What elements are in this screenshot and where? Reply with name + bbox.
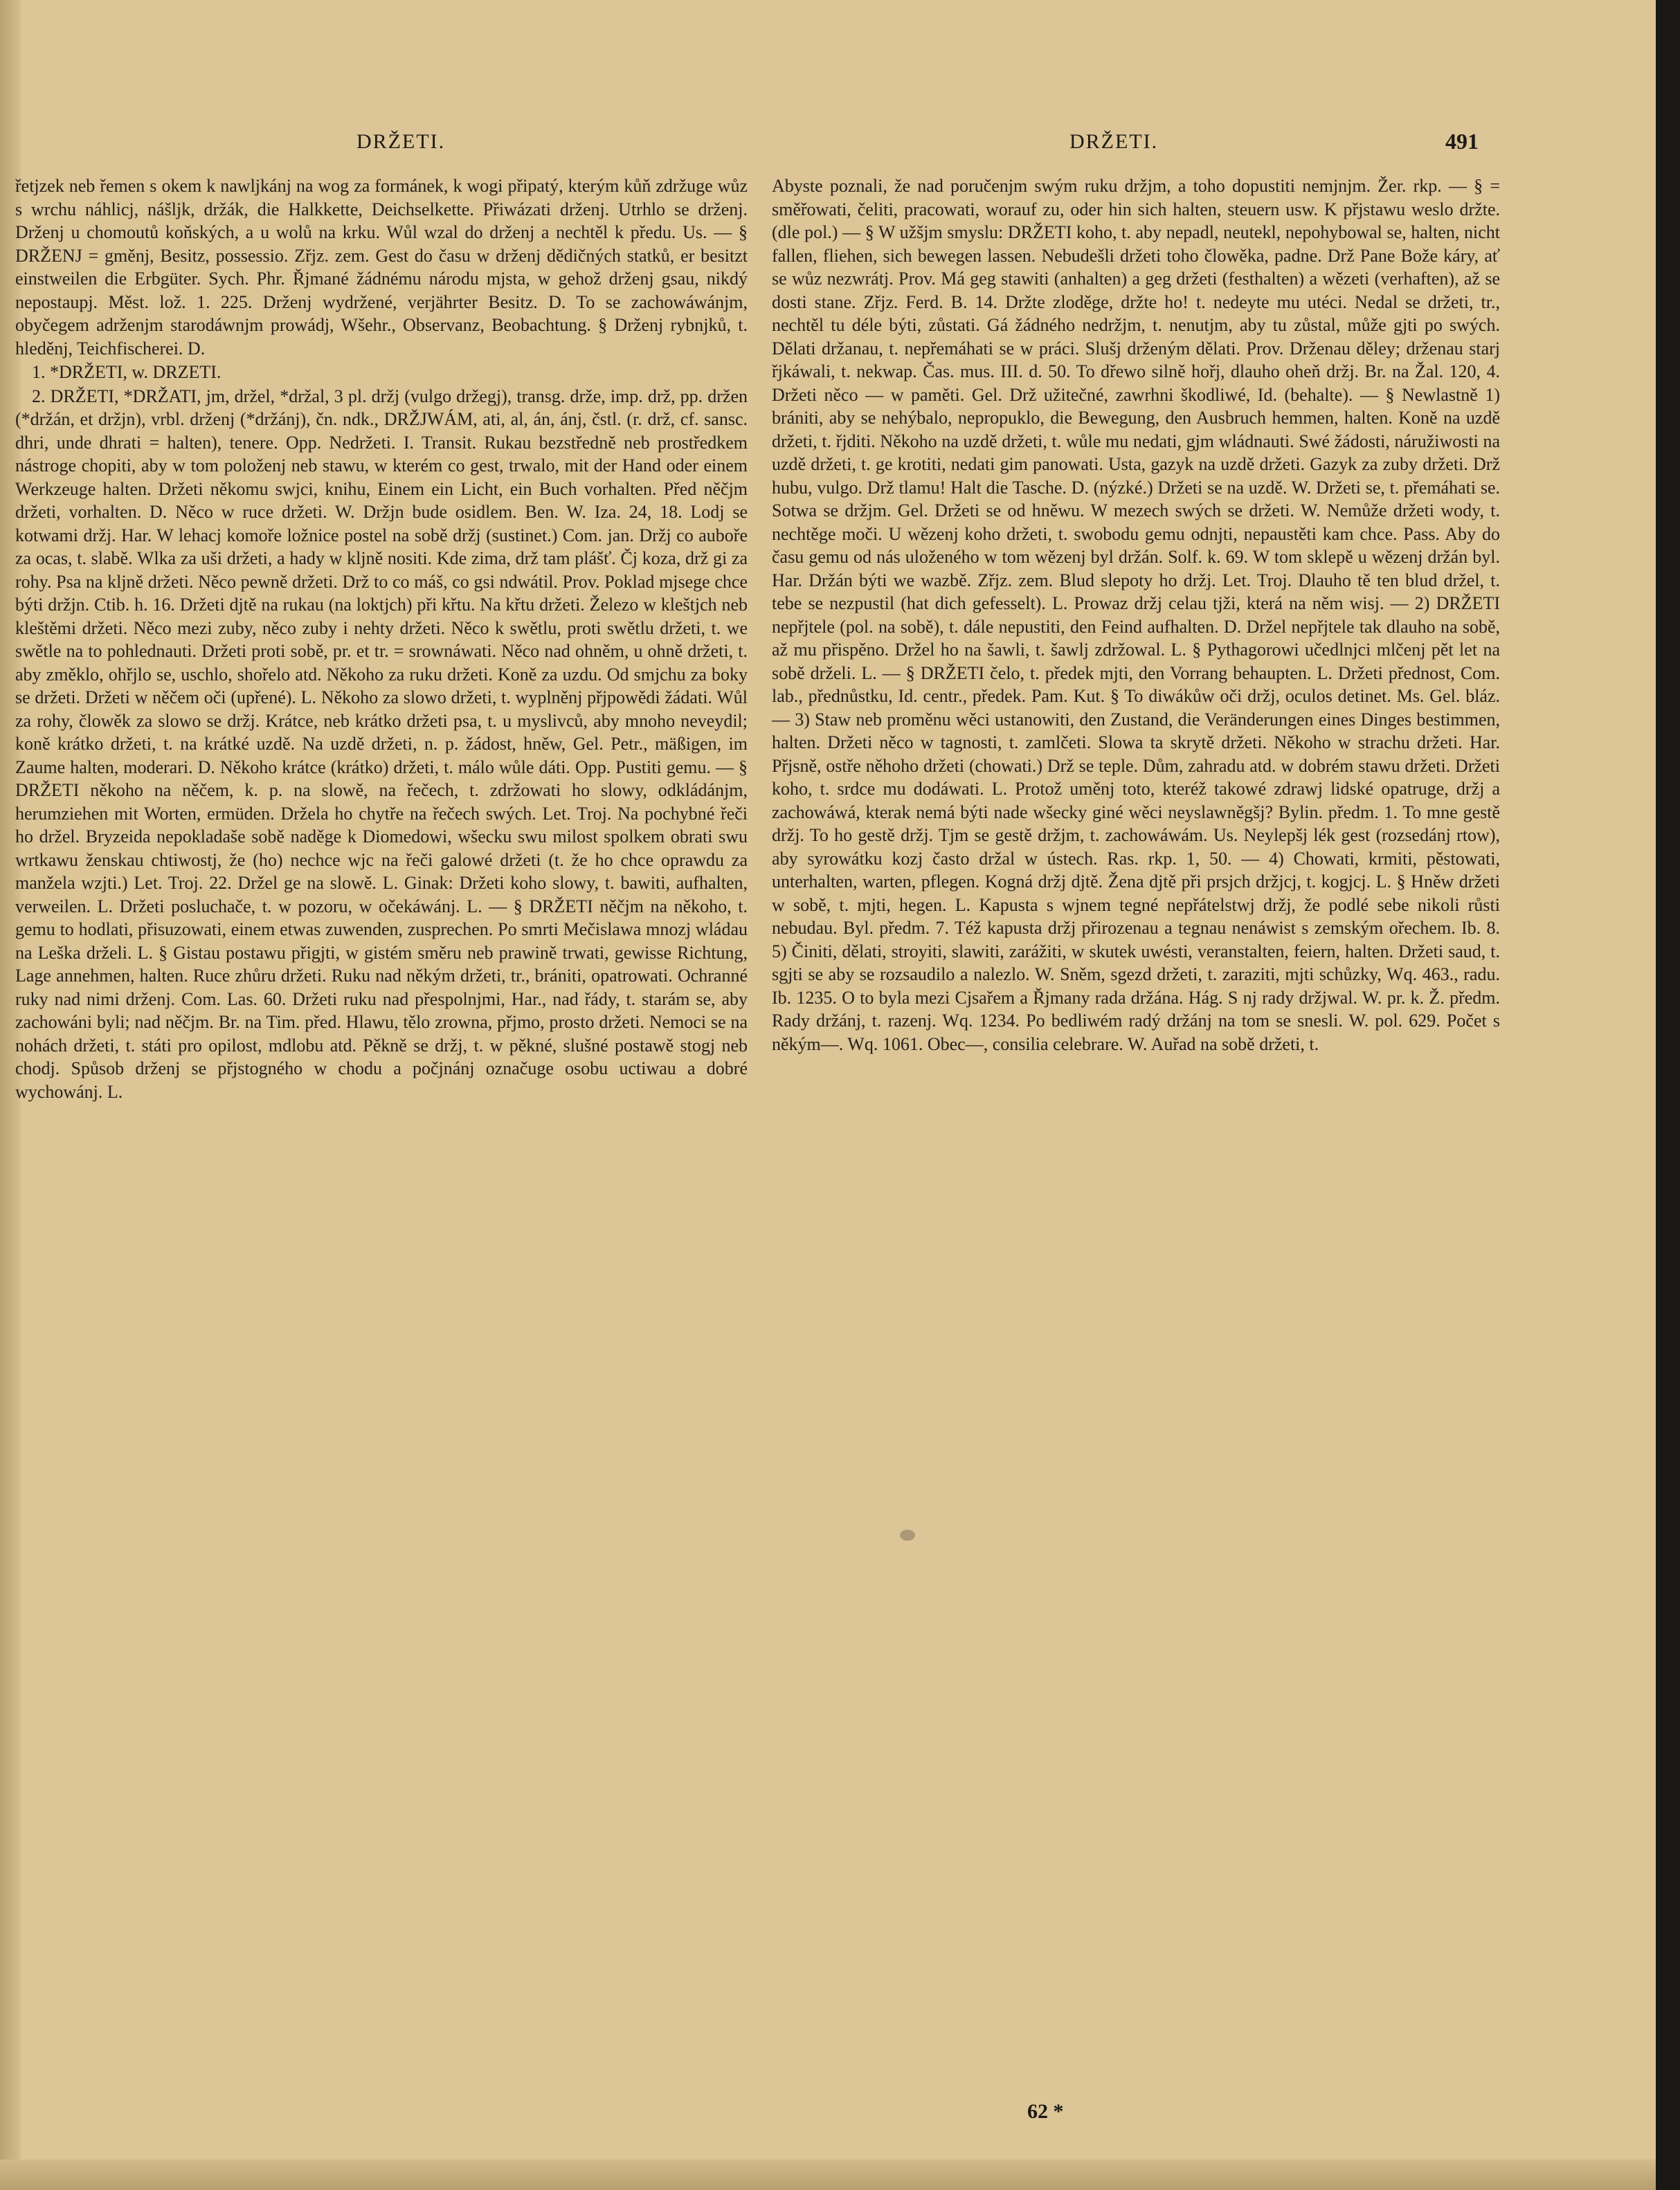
right-paragraph: Abyste poznali, že nad poručenjm swým ruku držjm, a toho dopustiti nemjnjm. Žer. rkp. — § = směřowati, čeliti, pracowati, worauf zu, oder hin sich halten, steuern usw. K přjstawu weslo držte. (dle pol.) — § W užšjm smyslu: DRŽETI koho, t. aby nepadl, neutekl, nepohybowal se, halten, nicht fallen, fliehen, sich bewegen lassen. Nebudešli držeti toho člowěka, padne. Drž Pane Bože káry, ať se wůz nezwrátj. Prov. Má geg stawiti (anhalten) a geg držeti (festhalten) a wězeti (verhaften), až se dosti stane. Zřjz. Ferd. B. 14. Držte zloděge, držte ho! t. nedeyte mu utéci. Nedal se držeti, tr., nechtěl tu déle býti, zůstati. Gá žádného nedržjm, t. nenutjm, aby tu zůstal, může gjti po swých. Dělati držanau, t. nepřemáhati se w práci. Slušj drženým dělati. Prov. Drženau děley; drženau starj řjkáwali, t. nekwap. Čas. mus. III. d. 50. To dřewo silně hořj, dlauho oheň držj. Br. na Žal. 120, 4. Držeti něco — w paměti. Gel. Drž užitečné, zawrhni škodliwé, Id. (behalte). — § Newlastně 1) brániti, aby se nehýbalo, nepropuklo, die Bewegung, den Ausbruch hemmen, halten. Koně na uzdě držeti, t. řjditi. Někoho na uzdě držeti, t. wůle mu nedati, gjm wládnauti. Swé žádosti, náružiwosti na uzdě držeti, t. ge krotiti, nedati gim panowati. Usta, gazyk na uzdě držeti. Gazyk za zuby držeti. Drž hubu, vulgo. Drž tlamu! Halt die Tasche. D. (nýzké.) Držeti se na uzdě. W. Držeti se, t. přemáhati se. Sotwa se držjm. Gel. Držeti se od hněwu. W mezech swých se držeti. W. Nemůže držeti wody, t. nechtěge moči. U wězenj koho držeti, t. swobodu gemu odnjti, nepaustěti kam chce. Pass. Aby do času gemu od nás uloženého w tom wězenj byl držán. Solf. k. 69. W tom sklepě u wězenj držán byl. Har. Držán býti we wazbě. Zřjz. zem. Blud slepoty ho držj. Let. Troj. Dlauho tě ten blud držel, t. tebe se nezpustil (hat dich gefesselt). L. Prowaz držj celau tjži, která na něm wisj. — 2) DRŽETI nepřjtele (pol. na sobě), t. dále nepustiti, den Feind aufhalten. D. Držel nepřjtele tak dlauho na sobě, až mu přispěno. Držel ho na šawli, t. šawlj zdržowal. L. § Pythagorowi učedlnjci mlčenj pět let na sobě drželi. L. — § DRŽETI čelo, t. předek mjti, den Vorrang behaupten. L. Držeti přednost, Com. lab., přednůstku, Id. centr., předek. Pam. Kut. § To diwákůw oči držj, oculos detinet. Ms. Gel. bláz. — 3) Staw neb proměnu wěci ustanowiti, den Zustand, die Veränderungen eines Dinges bestimmen, halten. Držeti něco w tagnosti, t. zamlčeti. Slowa ta skrytě držeti. Někoho w strachu držeti. Har. Přjsně, ostře něhoho držeti (chowati.) Drž se teple. Dům, zahradu atd. w dobrém stawu držeti. Držeti koho, t. srdce mu dodáwati. L. Protož uměnj toto, kteréž takowé zdrawj lidské opatruge, držj a zachowáwá, kterak nemá býti nade wšecky giné wěci neyslawněgšj? Bylin. předm. 1. To mne gestě držj. To ho gestě držj. Tjm se gestě držjm, t. zachowáwám. Us. Neylepšj lék gest (rozsedánj rtow), aby syrowátku kozj často držal w ústech. Ras. rkp. 1, 50. — 4) Chowati, krmiti, pěstowati, unterhalten, warten, pflegen. Kogná držj djtě. Žena djtě při prsjch držjcj, t. kogjcj. L. § Hněw držeti w sobě, t. mjti, hegen. L. Kapusta s wjnem tegné nepřátelstwj držj, že podlé sebe nikoli růsti nebudau. Byl. předm. 7. Též kapusta držj přirozenau a tegnau nenáwist s zemským ořechem. Ib. 8. 5) Činiti, dělati, stroyiti, slawiti, zarážiti, w skutek uwésti, veranstalten, feiern, halten. Držeti saud, t. sgjti se aby se rozsaudilo a nalezlo. W. Sněm, sgezd držeti, t. zaraziti, mjti schůzky, Wq. 463., radu. Ib. 1235. O to byla mezi Cjsařem a Řjmany rada držána. Hág. S nj rady držjwal. W. pr. k. Ž. předm. Rady držánj, t. razenj. Wq. 1234. Po bedliwém radý držánj na tom se snesli. W. pol. 629. Počet s někým—. Wq. 1061. Obec—, consilia celebrare. W. Auřad na sobě držeti, t. [772, 176, 1500, 1054]
page-bottom-edge [0, 2160, 1680, 2190]
left-paragraph: řetjzek neb řemen s okem k nawljkánj na wog za formánek, k wogi připatý, kterým kůň zdržuge wůz s wrchu náhlicj, nášljk, držák, die Halkkette, Deichselkette. Přiwázati drženj. Utrhlo se drženj. Drženj u chomoutů koňských, a u wolů na krku. Wůl wzal do drženj a nechtěl k předu. Us. — § DRŽENJ = gměnj, Besitz, possessio. Zřjz. zem. Gest do času w drženj dědičných statků, er besitzt einstweilen die Erbgüter. Sych. Phr. Řjmané žádnému národu mjsta, w gehož drženj gsau, nikdý nepostaupj. Měst. lož. 1. 225. Drženj wydržené, verjährter Besitz. D. To se zachowáwánjm, obyčegem adrženjm starodáwnjm prowádj, Wšehr., Observanz, Beobachtung. § Drženj rybnjků, t. hleděnj, Teichfischerei. D. [15, 176, 748, 359]
running-head-left: DRŽETI. [356, 130, 446, 153]
page-number: 491 [1445, 129, 1479, 154]
ink-stain [900, 1530, 915, 1541]
right-column [772, 174, 1500, 2043]
entry-heading: 1. *DRŽETI, w. DRZETI. [32, 362, 222, 382]
scan-background [1656, 0, 1680, 2190]
signature-mark: 62 * [1027, 2100, 1064, 2123]
left-column [15, 174, 748, 2043]
running-head-right: DRŽETI. [1069, 130, 1159, 153]
left-paragraph: 2. DRŽETI, *DRŽATI, jm, držel, *držal, 3 pl. držj (vulgo držegj), transg. drže, imp. drž, pp. držen (*držán, et držjn), vrbl. drženj (*držánj), čn. ndk., DRŽJWÁM, ati, al, án, ánj, čstl. (r. drž, cf. sansc. dhri, unde dhrati = halten), tenere. Opp. Nedržeti. I. Transit. Rukau bezstředně neb prostředkem nástroge chopiti, aby w tom položenj neb stawu, w kterém co gest, trwalo, mit der Hand oder einem Werkzeuge halten. Držeti někomu swjci, knihu, Einem ein Licht, ein Buch vorhalten. Před něčjm držeti, vorhalten. D. Něco w ruce držeti. W. Držjn bude osidlem. Ben. W. Iza. 24, 18. Lodj se kotwami držj. Har. W lehacj komoře ložnice postel na sobě držj (sustinet.) Com. jan. Držj co auboře za ocas, t. slabě. Wlka za uši držeti, a hady w kljně nositi. Kde zima, drž tam plášť. Čj koza, drž gi za rohy. Psa na kljně držeti. Něco pewně držeti. Drž to co máš, co gsi ndwátil. Prov. Poklad mjsege chce býti držjn. Ctib. h. 16. Držeti djtě na rukau (na loktjch) při křtu. Na křtu držeti. Železo w kleštjch neb kleštěmi držeti. Něco mezi zuby, něco zuby i nehty držeti. Něco k swětlu, proti swětlu držeti, t. we swětle na to pohlednauti. Držeti proti sobě, pr. et tr. = srownáwati. Něco nad ohněm, u ohně držeti, t. aby změklo, ohřjlo se, uschlo, shořelo atd. Někoho za ruku držeti. Koně za uzdu. Od smjchu za boky se držeti. Držeti w něčem oči (upřené). L. Někoho za slowo držeti, t. wyplněnj přjpowědi žádati. Wůl za rohy, člowěk za slowo se držj. Krátce, neb krátko držeti psa, t. u myslivců, aby mnoho neveydil; koně krátko držeti, t. na krátké uzdě. Na uzdě držeti, n. p. žádost, hněw, Gel. Petr., mäßigen, im Zaume halten, moderari. D. Někoho krátce (krátko) držeti, t. málo wůle dáti. Opp. Pustiti gemu. — § DRŽETI někoho na něčem, k. p. na slowě, na řečech, t. zdržowati ho slowy, odkládánjm, herumziehen mit Worten, ermüden. Držela ho chytře na řečech swých. Let. Troj. Na pochybné řeči ho držel. Bryzeida nepokladaše sobě naděge k Diomedowi, wšecku swu milost spolkem obrati swu wrtkawu ženskau chtiwostj, že (ho) nechce wjc na řeči galowé držeti (t. že ho chce oprawdu za manžela wzjti.) Let. Troj. 22. Držel ge na slowě. L. Ginak: Držeti koho slowy, t. bawiti, aufhalten, verweilen. L. Držeti posluchače, t. w pozoru, w očekáwánj. L. — § DRŽETI něčjm na někoho, t. gemu to hodlati, přisuzowati, einem etwas zuwenden, zusprechen. Po smrti Mečislawa mnozj wládau na Leška drželi. L. § Gistau postawu přigjti, w gistém směru neb prawině trwati, gewisse Richtung, Lage annehmen, halten. Ruce zhůru držeti. Ruku nad někým držeti, tr., brániti, opatrowati. Ochranné ruky nad nimi drženj. Com. Las. 60. Držeti ruku nad přespolnjmi, Har., nad řády, t. starám se, aby zachowáni byli; nad něčjm. Br. na Tim. před. Hlawu, tělo zrowna, přjmo, prosto držeti. Nemoci se na nohách držeti, t. státi pro opilost, mdlobu atd. Pěkně se držj, t. w pěkné, slušné postawě stogj neb chodj. Spůsob drženj se přjstogného w chodu a počjnánj označuge osobu uctiwau a dobré wychowánj. L. [15, 386, 748, 1102]
